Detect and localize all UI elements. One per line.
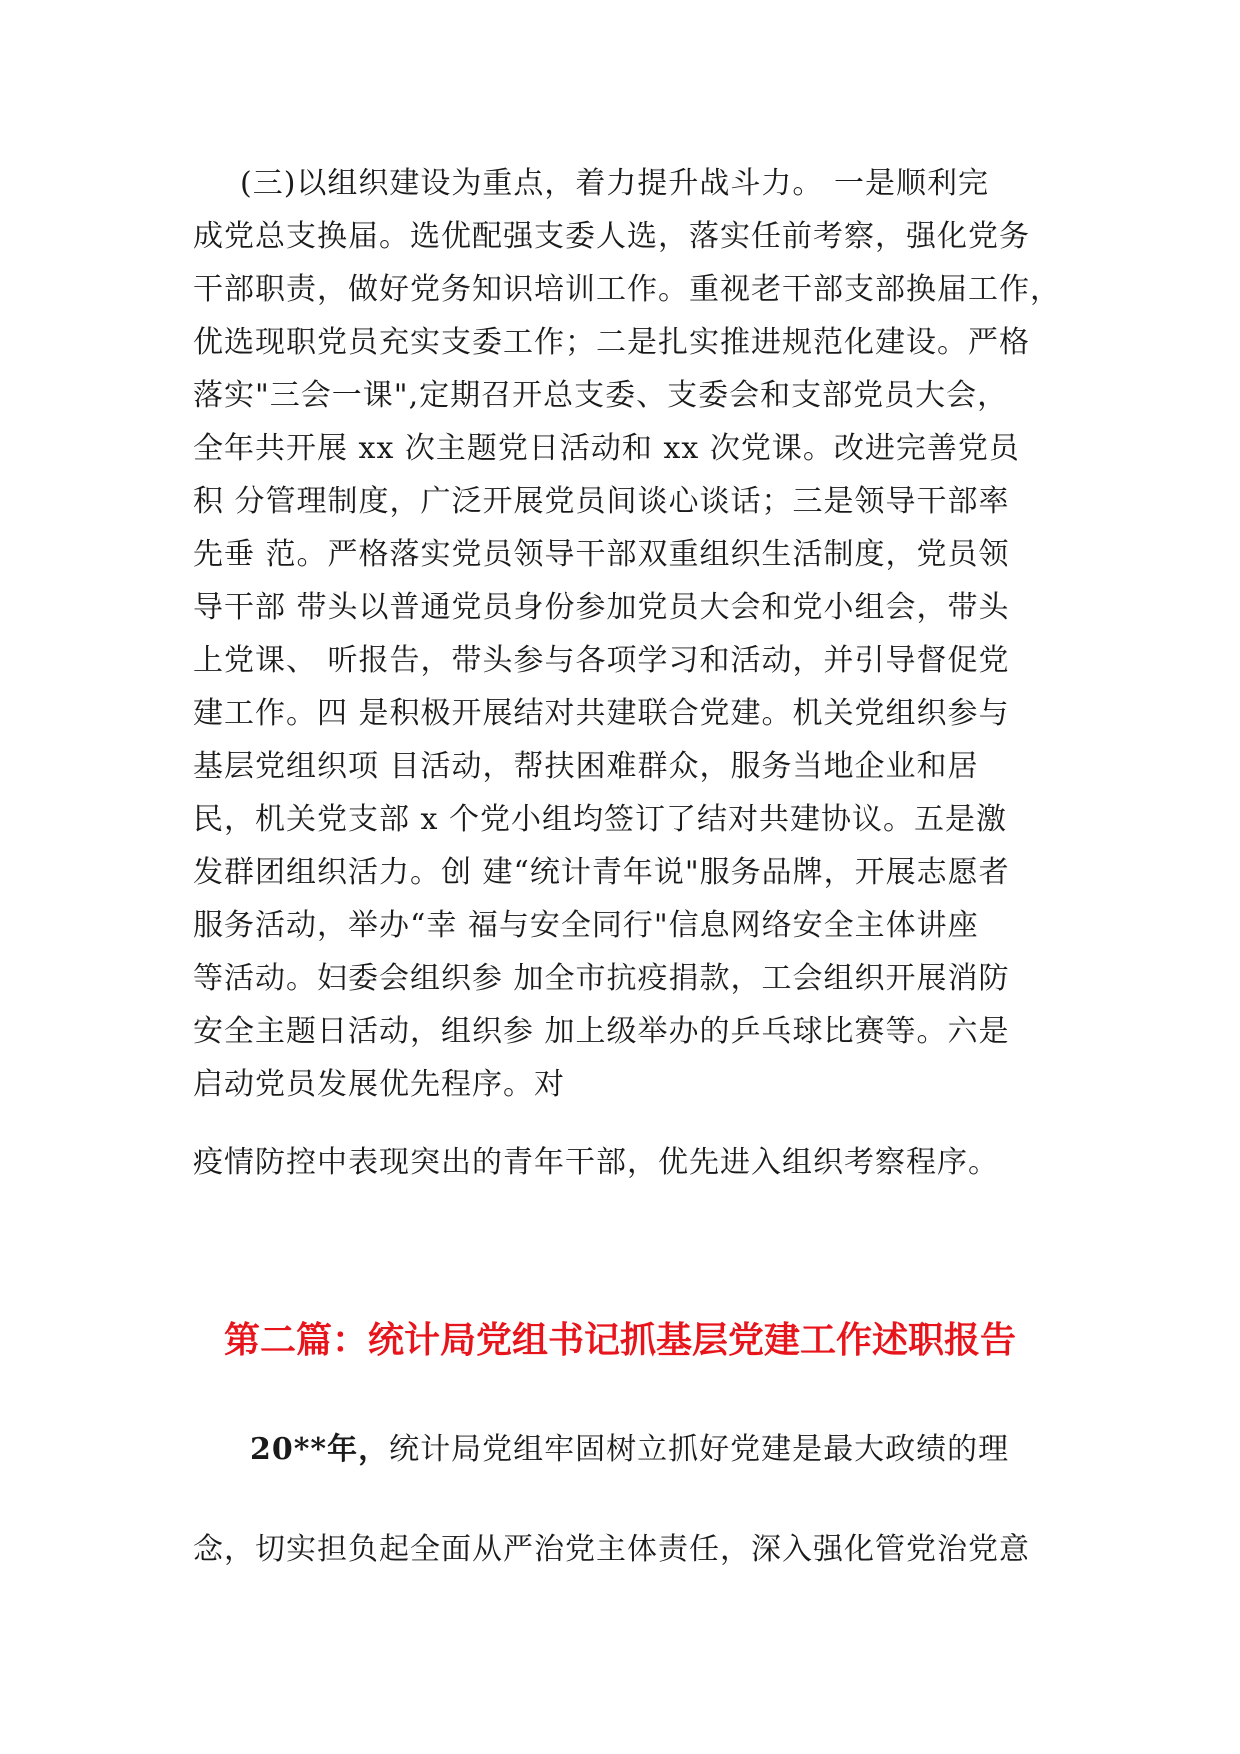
paragraph-line: 积 分管理制度，广泛开展党员间谈心谈话；三是领导干部率 xyxy=(193,484,1010,519)
paragraph-line: 上党课、 听报告，带头参与各项学习和活动，并引导督促党 xyxy=(193,643,1010,678)
paragraph-line: 等活动。妇委会组织参 加全市抗疫捐款，工会组织开展消防 xyxy=(193,961,1010,996)
year-prefix: 20**年， xyxy=(250,1432,390,1467)
paragraph-line: 启动党员发展优先程序。对 xyxy=(193,1067,565,1102)
paragraph-line: 优选现职党员充实支委工作；二是扎实推进规范化建设。严格 xyxy=(193,325,1030,360)
paragraph-line: 基层党组织项 目活动，帮扶困难群众，服务当地企业和居 xyxy=(193,749,979,784)
paragraph-line: 发群团组织活力。创 建“统计青年说"服务品牌，开展志愿者 xyxy=(193,855,1010,890)
paragraph-line: 成党总支换届。选优配强支委人选，落实任前考察，强化党务 xyxy=(193,219,1030,254)
paragraph-line: 民，机关党支部 x 个党小组均签订了结对共建协议。五是激 xyxy=(193,802,1007,837)
paragraph-line: 导干部 带头以普通党员身份参加党员大会和党小组会，带头 xyxy=(193,590,1010,625)
chapter-heading: 第二篇：统计局党组书记抓基层党建工作述职报告 xyxy=(223,1319,1016,1361)
paragraph-line: (三)以组织建设为重点，着力提升战斗力。 一是顺利完 xyxy=(240,166,989,201)
chapter-intro-line-1 xyxy=(250,1432,1009,1468)
paragraph-line: 全年共开展 xx 次主题党日活动和 xx 次党课。改进完善党员 xyxy=(193,431,1020,466)
chapter-intro-line-2: 念，切实担负起全面从严治党主体责任，深入强化管党治党意 xyxy=(193,1532,1030,1567)
paragraph-last-line: 疫情防控中表现突出的青年干部，优先进入组织考察程序。 xyxy=(193,1145,999,1180)
paragraph-line: 落实"三会一课",定期召开总支委、支委会和支部党员大会， xyxy=(193,378,1009,413)
intro-line-1-text: 统计局党组牢固树立抓好党建是最大政绩的理 xyxy=(389,1432,1010,1467)
paragraph-line: 安全主题日活动，组织参 加上级举办的乒乓球比赛等。六是 xyxy=(193,1014,1010,1049)
paragraph-line: 服务活动，举办“幸 福与安全同行"信息网络安全主体讲座 xyxy=(193,908,979,943)
paragraph-line: 干部职责，做好党务知识培训工作。重视老干部支部换届工作， xyxy=(193,272,1061,307)
paragraph-line: 建工作。四 是积极开展结对共建联合党建。机关党组织参与 xyxy=(193,696,1010,731)
paragraph-line: 先垂 范。严格落实党员领导干部双重组织生活制度，党员领 xyxy=(193,537,1010,572)
